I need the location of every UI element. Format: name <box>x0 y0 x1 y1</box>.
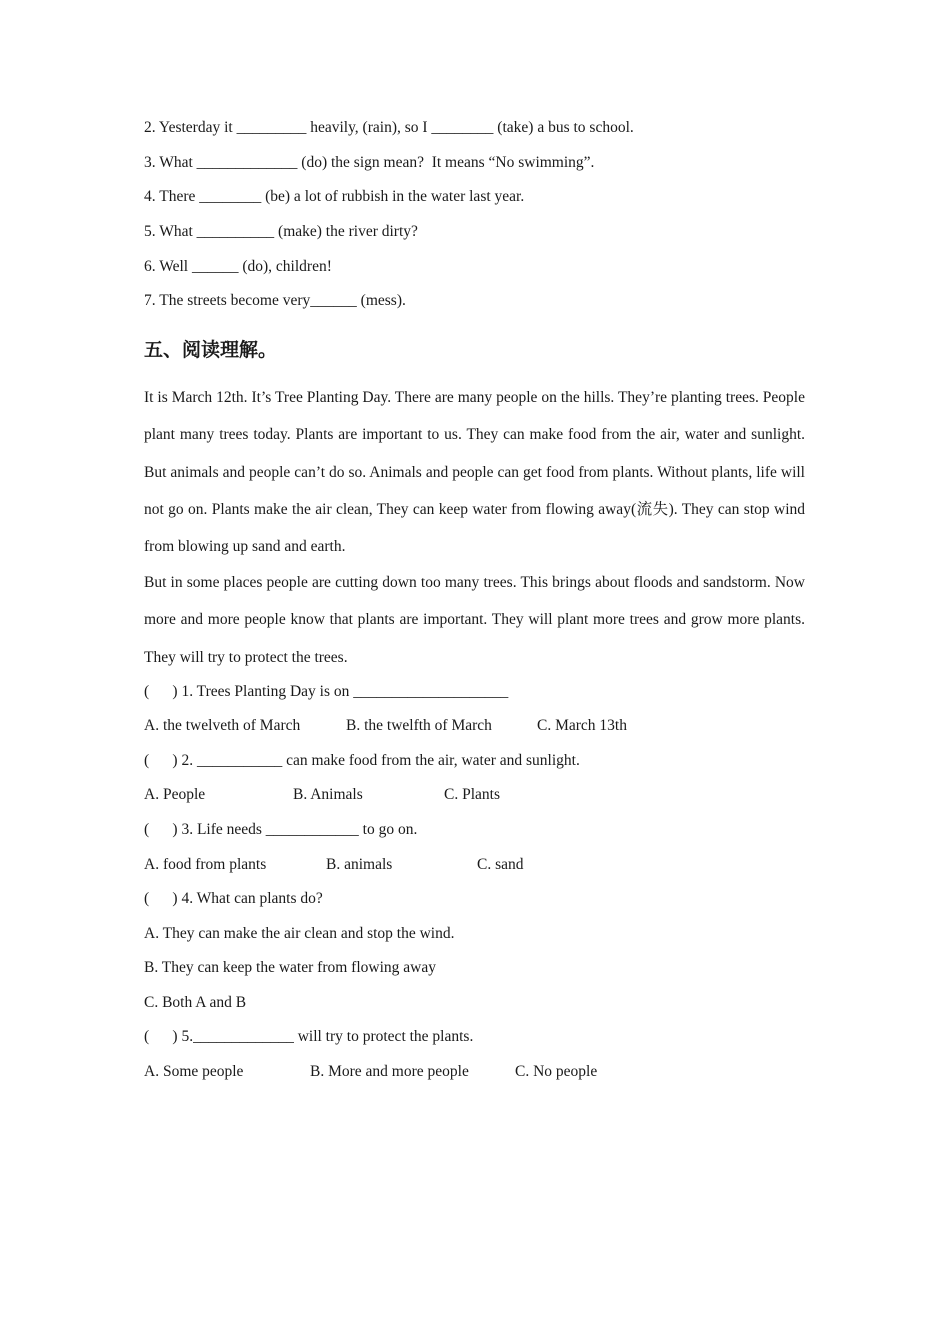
fill-in-item-7: 7. The streets become very______ (mess). <box>144 292 406 309</box>
question-5: ( ) 5._____________ will try to protect the plants. <box>144 1028 474 1045</box>
option-b: B. the twelfth of March <box>346 717 492 734</box>
question-4-option-c: C. Both A and B <box>144 994 247 1011</box>
question-4-option-b: B. They can keep the water from flowing away <box>144 959 436 976</box>
passage-paragraph-2: But in some places people are cutting down too many trees. This brings about floods and sandstorm. Now more and more people know that plants are important. They will plant more trees and grow more plants. They will try to protect the trees. <box>144 574 805 666</box>
option-c: C. March 13th <box>537 717 627 734</box>
fill-in-item-5: 5. What __________ (make) the river dirty? <box>144 223 418 240</box>
fill-in-item-4: 4. There ________ (be) a lot of rubbish in the water last year. <box>144 188 525 205</box>
fill-in-item-6: 6. Well ______ (do), children! <box>144 258 332 275</box>
option-b: B. Animals <box>293 786 363 803</box>
option-a: A. the twelveth of March <box>144 717 301 734</box>
question-2: ( ) 2. ___________ can make food from the air, water and sunlight. <box>144 752 580 769</box>
question-4: ( ) 4. What can plants do? <box>144 890 323 907</box>
question-1: ( ) 1. Trees Planting Day is on ____________________ <box>144 683 509 700</box>
question-1-options <box>144 716 627 736</box>
option-c: C. sand <box>477 856 524 873</box>
question-4-option-a: A. They can make the air clean and stop the wind. <box>144 925 455 942</box>
fill-in-item-2: 2. Yesterday it _________ heavily, (rain), so I ________ (take) a bus to school. <box>144 119 634 136</box>
option-c: C. No people <box>515 1063 598 1080</box>
section-title-reading: 五、阅读理解。 <box>144 339 278 361</box>
passage-paragraph-1: It is March 12th. It’s Tree Planting Day. There are many people on the hills. They’re planting trees. People plant many trees today. Plants are important to us. They can make food from the air, water and sunlight. But animals and people can’t do so. Animals and people can get food from plants. Without plants, life will not go on. Plants make the air clean, They can keep water from flowing away(流失). They can stop wind from blowing up sand and earth. <box>144 389 805 556</box>
option-a: A. Some people <box>144 1063 244 1080</box>
question-5-options <box>144 1062 597 1082</box>
option-b: B. animals <box>326 856 393 873</box>
option-c: C. Plants <box>444 786 500 803</box>
fill-in-item-3: 3. What _____________ (do) the sign mean? It means “No swimming”. <box>144 154 595 171</box>
question-3: ( ) 3. Life needs ____________ to go on. <box>144 821 418 838</box>
option-b: B. More and more people <box>310 1063 469 1080</box>
option-a: A. food from plants <box>144 856 267 873</box>
question-3-options <box>144 855 524 875</box>
option-a: A. People <box>144 786 206 803</box>
question-2-options <box>144 785 500 805</box>
